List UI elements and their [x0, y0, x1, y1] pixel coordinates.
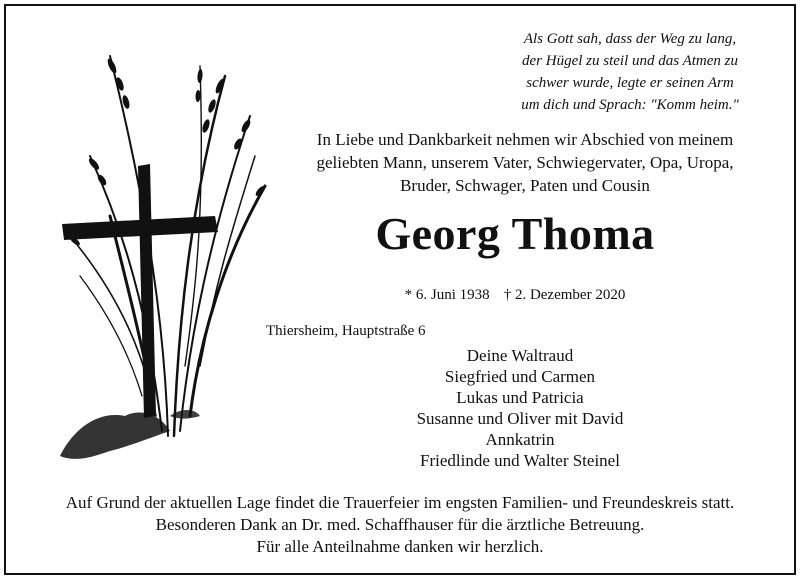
birth-date: * 6. Juni 1938 [404, 287, 490, 303]
poem [495, 28, 765, 116]
family-list [375, 345, 665, 471]
poem-line: Als Gott sah, dass der Weg zu lang, [523, 31, 737, 47]
footer-text [10, 492, 790, 558]
family-member: Friedlinde und Walter Steinel [420, 451, 620, 470]
intro-text [260, 128, 790, 197]
deceased-name: Georg Thoma [375, 208, 655, 259]
family-member: Siegfried und Carmen [444, 367, 596, 386]
poem-line: schwer wurde, legte er seinen Arm [526, 75, 734, 91]
footer-line: Besonderen Dank an Dr. med. Schaffhauser für die ärztliche Betreuung. [155, 515, 645, 534]
family-member: Deine Waltraud [466, 346, 574, 365]
intro-line: geliebten Mann, unserem Vater, Schwiegervater, Opa, Uropa, [316, 153, 734, 172]
intro-line: In Liebe und Dankbarkeit nehmen wir Abschied von meinem [316, 130, 734, 149]
intro-line: Bruder, Schwager, Paten und Cousin [400, 176, 650, 195]
family-member: Susanne und Oliver mit David [416, 409, 624, 428]
address: Thiersheim, Hauptstraße 6 [266, 323, 426, 339]
life-dates [300, 285, 730, 305]
poem-line: um dich und Sprach: "Komm heim." [521, 97, 739, 113]
footer-line: Auf Grund der aktuellen Lage findet die Trauerfeier im engsten Familien- und Freundeskreis statt. [65, 493, 735, 512]
footer-line: Für alle Anteilnahme danken wir herzlich. [256, 537, 544, 556]
death-date: † 2. Dezember 2020 [503, 287, 626, 303]
cross-with-grass-icon [50, 36, 280, 476]
poem-line: der Hügel zu steil und das Atmen zu [522, 53, 738, 69]
family-member: Lukas und Patricia [456, 388, 584, 407]
family-member: Annkatrin [485, 430, 555, 449]
